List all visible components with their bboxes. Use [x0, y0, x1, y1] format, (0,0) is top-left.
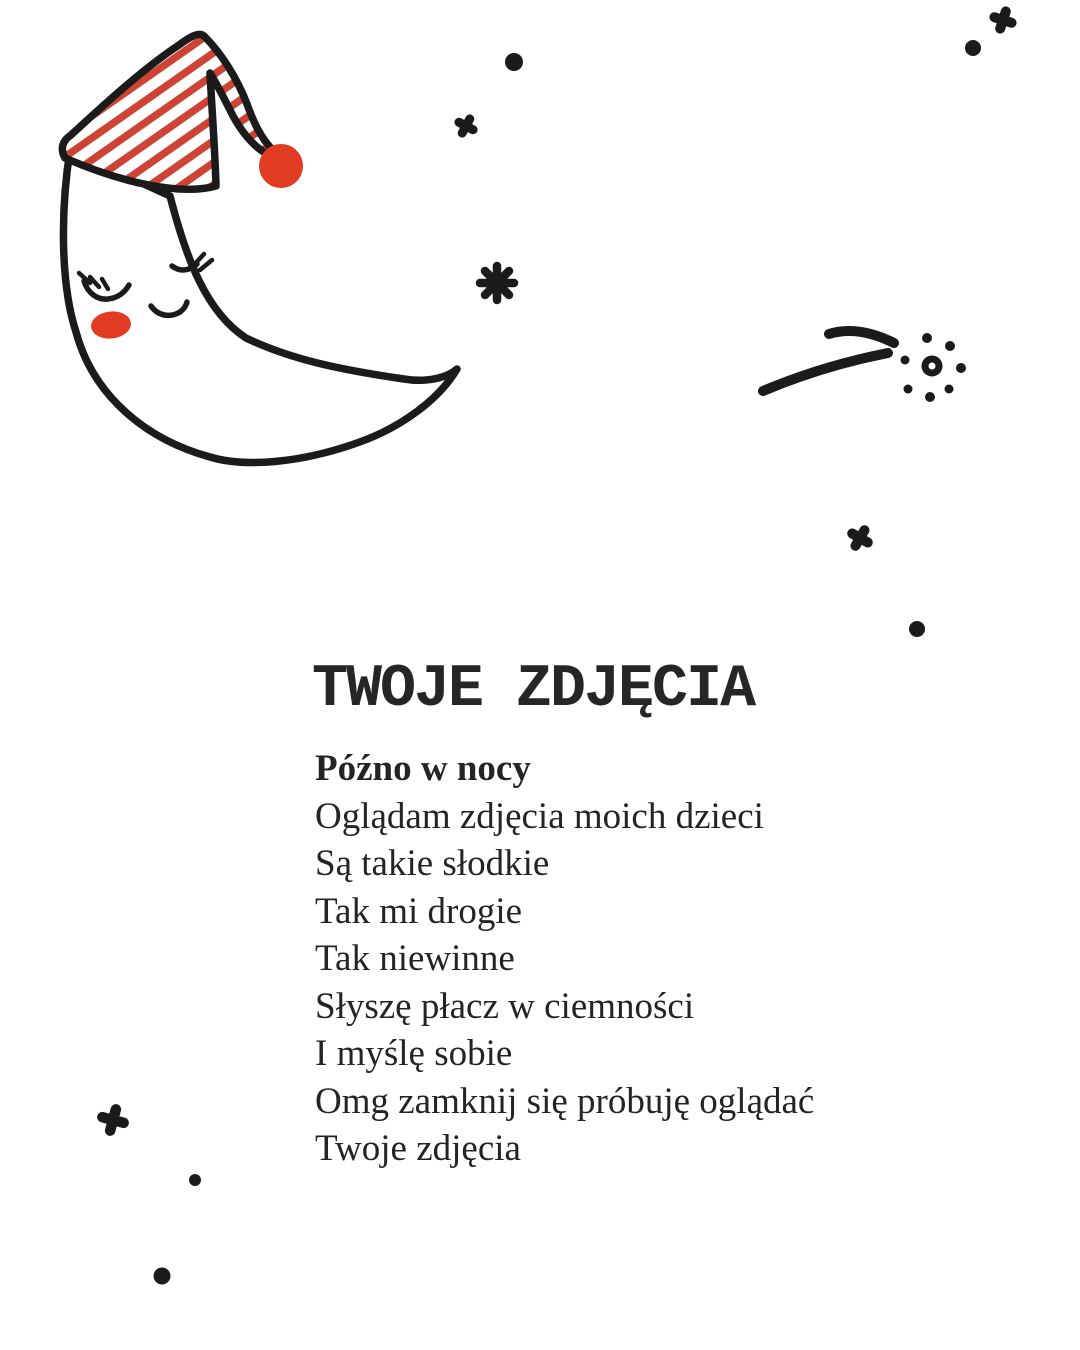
poem-line: Słyszę płacz w ciemności [315, 985, 695, 1027]
nightcap-body [62, 34, 277, 189]
star-dot [909, 621, 925, 637]
sparkle-star-icon [992, 9, 1015, 32]
asterisk-star-icon [480, 266, 514, 300]
star-burst-dots [901, 333, 967, 402]
sparkle-star-icon [455, 115, 477, 137]
moon-body [63, 150, 457, 463]
shooting-star-illustration [763, 331, 966, 402]
pompom [259, 144, 303, 188]
poem-line: Są takie słodkie [315, 843, 550, 884]
poem [315, 745, 935, 1173]
poem-line: Twoje zdjęcia [315, 1128, 521, 1169]
star-dot [154, 1268, 171, 1285]
sparkle-star-icon [848, 526, 873, 551]
star-dot [965, 40, 981, 56]
star-dot [505, 53, 523, 71]
poster-title: TWOJE ZDJĘCIA [312, 656, 755, 724]
shooting-star-trail-upper [829, 331, 894, 343]
nightcap-illustration [62, 34, 303, 189]
poem-heading: Późno w nocy [315, 748, 531, 789]
poem-line: Oglądam zdjęcia moich dzieci [315, 795, 764, 837]
shooting-star-trail-lower [763, 353, 888, 391]
crescent-moon-illustration [63, 150, 457, 463]
sparkle-star-icon [100, 1107, 127, 1134]
poem-line: Omg zamknij się próbuję oglądać [315, 1080, 815, 1122]
poem-line: Tak mi drogie [315, 890, 523, 932]
star-dot [189, 1174, 201, 1186]
poem-line: Tak niewinne [315, 938, 515, 979]
star-core-ring [925, 359, 939, 373]
poem-line: I myślę sobie [315, 1033, 513, 1074]
